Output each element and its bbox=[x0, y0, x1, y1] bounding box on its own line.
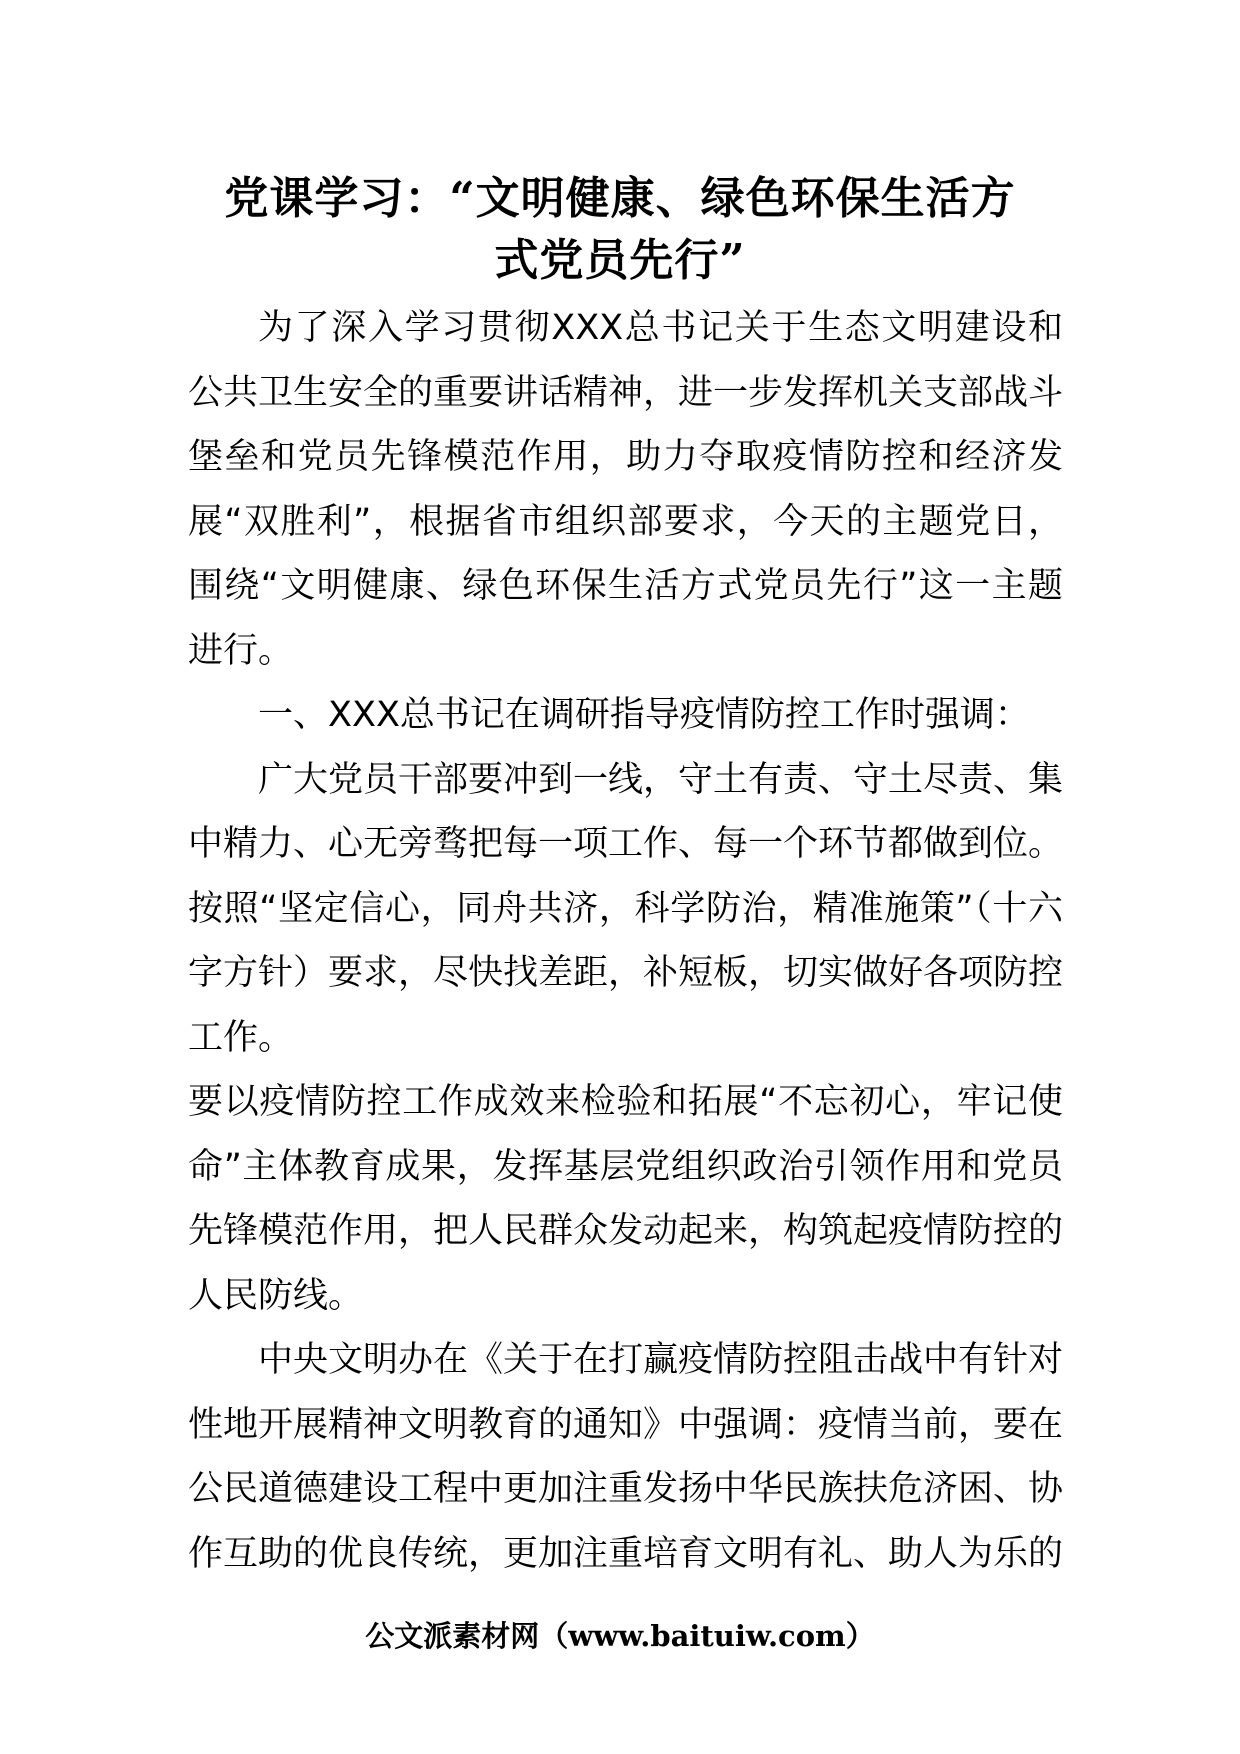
paragraph-civilization-office: 中央文明办在《关于在打赢疫情防控阻击战中有针对性地开展精神文明教育的通知》中强调：疫情当前，要在公民道德建设工程中更加注重发扬中华民族扶危济困、协作互助的优良传统，更加注重培育文明有礼、助人为乐的 bbox=[188, 1340, 1064, 1574]
title-line-1: 党课学习：“文明健康、绿色环保生活方 bbox=[224, 173, 1016, 224]
page-title bbox=[160, 168, 1080, 292]
paragraph-intro: 为了深入学习贯彻XXX总书记关于生态文明建设和公共卫生安全的重要讲话精神，进一步发挥机关支部战斗堡垒和党员先锋模范作用，助力夺取疫情防控和经济发展“双胜利”，根据省市组织部要求，今天的主题党日，围绕“文明健康、绿色环保生活方式党员先行”这一主题进行。 bbox=[188, 308, 1064, 671]
title-line-2: 式党员先行” bbox=[494, 235, 746, 286]
paragraph-epidemic-prevention: 要以疫情防控工作成效来检验和拓展“不忘初心，牢记使命”主体教育成果，发挥基层党组织政治引领作用和党员先锋模范作用，把人民群众发动起来，构筑起疫情防控的人民防线。 bbox=[188, 1082, 1064, 1316]
document-body bbox=[188, 296, 1063, 1586]
paragraph-party-members: 广大党员干部要冲到一线，守土有责、守土尽责、集中精力、心无旁骛把每一项工作、每一个环节都做到位。按照“坚定信心，同舟共济，科学防治，精准施策”（十六字方针）要求，尽快找差距，补短板，切实做好各项防控工作。 bbox=[188, 759, 1064, 1058]
source-footer: 公文派素材网（www.baituiw.com） bbox=[365, 1619, 875, 1653]
paragraph-section-heading: 一、XXX总书记在调研指导疫情防控工作时强调： bbox=[258, 695, 1030, 735]
